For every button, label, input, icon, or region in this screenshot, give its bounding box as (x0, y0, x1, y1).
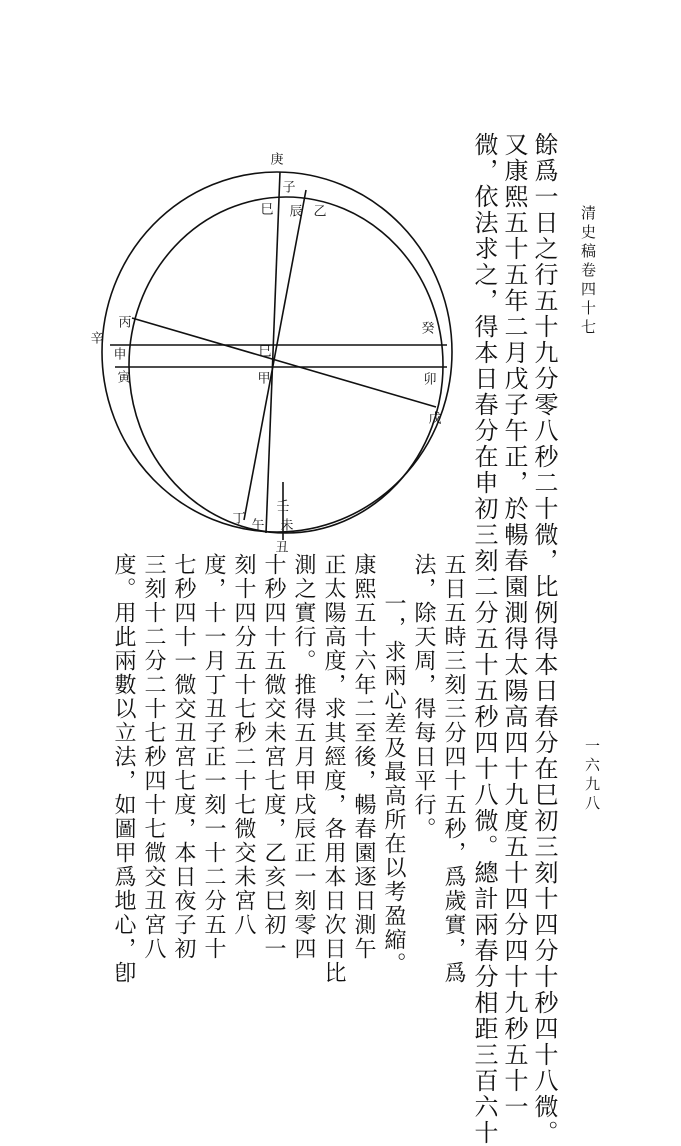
text-column: 刻十四分五十七秒二十七微交未宮八 (231, 553, 256, 937)
label-si-center: 巳 (258, 344, 272, 360)
text-column: 法，除天周，得每日平行。 (411, 553, 436, 841)
text-column: 度。用此兩數以立法，如圖甲爲地心，卽 (111, 553, 136, 985)
line-bing-wu (132, 318, 436, 407)
label-chou: 丑 (275, 540, 289, 556)
line-yi-ding (244, 190, 306, 520)
text-column: 一，求兩心差及最高所在以考盈縮。 (381, 592, 406, 976)
label-bing: 丙 (118, 315, 132, 331)
text-column: 微，依法求之，得本日春分在申初三刻二分五十五秒四十八微。總計兩春分相距三百六十 (470, 132, 498, 1146)
text-column: 測之實行。推得五月甲戌辰正一刻零四 (291, 553, 316, 961)
label-chen: 辰 (289, 204, 303, 220)
text-column: 三刻十二分二十七秒四十七微交丑宮八 (141, 553, 166, 961)
label-mao: 卯 (423, 372, 437, 388)
label-ren: 壬 (276, 499, 290, 515)
label-shen: 申 (113, 347, 127, 363)
label-si-top: 巳 (260, 202, 274, 218)
label-wu-gan: 戊 (428, 411, 442, 427)
label-ding: 丁 (232, 511, 246, 527)
page-number: 一六九八 (583, 738, 601, 814)
text-column: 正太陽高度，求其經度，各用本日次日比 (321, 553, 346, 985)
text-column: 七秒四十一微交丑宮七度，本日夜子初 (171, 553, 196, 961)
label-yi: 乙 (313, 204, 327, 220)
book-title: 清史稿卷四十七 (579, 205, 597, 338)
label-zi: 子 (282, 180, 296, 196)
label-wei: 未 (280, 518, 294, 534)
label-geng: 庚 (270, 152, 284, 168)
text-column: 五日五時三刻三分四十五秒，爲歲實，爲 (441, 553, 466, 985)
outer-circle (102, 172, 452, 532)
label-wu-zhi: 午 (251, 518, 265, 534)
label-yin: 寅 (117, 370, 131, 386)
inner-circle (129, 197, 443, 533)
label-jia: 甲 (257, 371, 271, 387)
label-xin: 辛 (90, 331, 104, 347)
text-column: 康熙五十六年二至後，暢春園逐日測午 (351, 553, 376, 961)
text-column: 度，十一月丁丑子正一刻一十二分五十 (201, 553, 226, 961)
label-gui: 癸 (421, 321, 435, 337)
text-column: 十秒四十五微交未宮七度，乙亥巳初一 (261, 553, 286, 961)
text-column: 又康熙五十五年二月戊子午正，於暢春園測得太陽高四十九度五十四分四十九秒五十一 (500, 132, 528, 1120)
text-column: 餘爲一日之行五十九分零八秒二十微，比例得本日春分在巳初三刻十四分十秒四十八微。 (530, 132, 558, 1146)
